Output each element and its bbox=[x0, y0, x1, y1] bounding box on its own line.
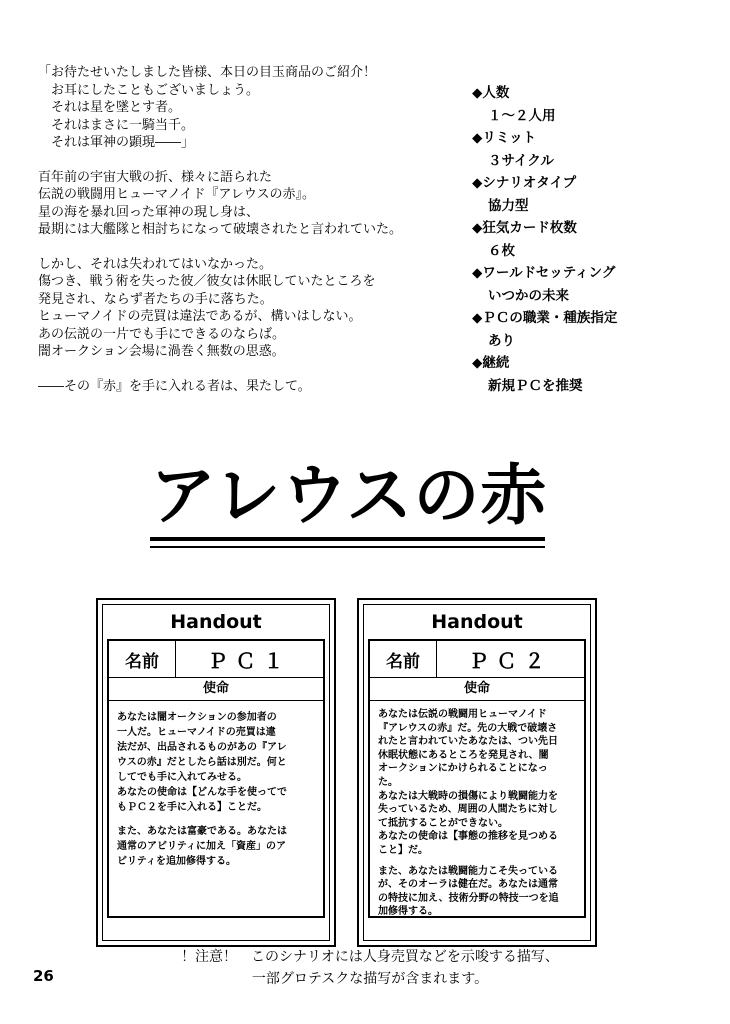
handout-line: また、あなたは富豪である。あなたは bbox=[117, 826, 287, 837]
info-value: いつかの未来 bbox=[488, 287, 569, 304]
handout-heading: Handout bbox=[431, 611, 523, 633]
intro-line: お耳にしたこともございましょう。 bbox=[38, 82, 260, 98]
handout-line: 法だが、出品されるものがあの『アレ bbox=[117, 742, 287, 753]
handout-line: あなたは闇オークションの参加者の bbox=[117, 712, 277, 723]
content-warning bbox=[140, 946, 600, 990]
intro-line: 伝説の戦闘用ヒューマノイド『アレウスの赤』。 bbox=[38, 187, 316, 202]
handout-name-row bbox=[109, 641, 323, 678]
intro-line: 星の海を暴れ回った軍神の現し身は、 bbox=[38, 204, 260, 220]
handout-line: れたと言われていたあなたは、つい先日 bbox=[378, 736, 558, 748]
intro-line: それはまさに一騎当千。 bbox=[38, 117, 195, 133]
intro-block-legend bbox=[38, 169, 438, 239]
name-label: 名前 bbox=[370, 641, 437, 677]
info-value: １～２人用 bbox=[488, 107, 556, 124]
handout-line: ウスの赤』だとしたら話は別だ。何と bbox=[117, 757, 287, 768]
intro-line: 発見され、ならず者たちの手に落ちた。 bbox=[38, 291, 273, 307]
handout-line: て抵抗することができない。 bbox=[378, 817, 508, 829]
handout-line: 休眠状態にあるところを発見され、闇 bbox=[378, 749, 549, 761]
scenario-title: アレウスの赤 bbox=[150, 456, 548, 534]
handout-line: こと】だ。 bbox=[378, 844, 428, 856]
handout-card-pc2 bbox=[357, 598, 597, 947]
handout-line: 一人だ。ヒューマノイドの売買は違 bbox=[117, 727, 276, 738]
info-label: ◆ワールドセッティング bbox=[472, 265, 616, 281]
handout-line: が、そのオーラは健在だ。あなたは通常 bbox=[378, 879, 558, 891]
intro-text bbox=[38, 64, 438, 395]
handout-line: 通常のアビリティに加え「資産」のア bbox=[117, 841, 286, 852]
intro-line: 「お待たせいたしました皆様、本日の目玉商品のご紹介！ bbox=[38, 65, 377, 80]
handout-line: また、あなたは戦闘能力こそ失っている bbox=[378, 865, 558, 877]
handout-line: 『アレウスの赤』だ。先の大戦で破壊さ bbox=[378, 722, 558, 734]
handout-line: オークションにかけられることになっ bbox=[378, 763, 548, 775]
info-value: ３サイクル bbox=[488, 152, 554, 169]
title-block bbox=[150, 455, 548, 535]
intro-line: しかし、それは失われてはいなかった。 bbox=[38, 256, 273, 272]
handout-line: 失っているため、周囲の人間たちに対し bbox=[378, 804, 558, 816]
info-label: ◆ＰＣの職業・種族指定 bbox=[472, 310, 618, 326]
handout-name-row bbox=[370, 641, 584, 678]
scenario-info bbox=[472, 82, 722, 397]
info-label: ◆継続 bbox=[472, 355, 510, 371]
handout-line: あなたは伝説の戦闘用ヒューマノイド bbox=[378, 709, 547, 720]
intro-line: 最期には大艦隊と相討ちになって破壊されたと言われていた。 bbox=[38, 222, 403, 237]
handout-line: あなたは大戦時の損傷により戦闘能力を bbox=[378, 790, 558, 802]
intro-line: それは星を墜とす者。 bbox=[38, 100, 182, 115]
page-number: 26 bbox=[33, 967, 54, 985]
mission-label: 使命 bbox=[109, 678, 323, 701]
handout-body bbox=[370, 701, 584, 916]
handout-line: 加修得する。 bbox=[378, 906, 438, 918]
name-label: 名前 bbox=[109, 641, 176, 677]
info-value: ６枚 bbox=[488, 242, 515, 259]
handout-line: た。 bbox=[378, 776, 398, 788]
handout-card-pc1 bbox=[96, 598, 336, 947]
handout-inner-frame bbox=[363, 604, 591, 941]
handout-line: あなたの使命は【事態の推移を見つめる bbox=[378, 831, 558, 843]
info-label: ◆リミット bbox=[472, 130, 537, 146]
intro-closing: ――その『赤』を手に入れる者は、果たして。 bbox=[38, 378, 311, 394]
intro-line: ヒューマノイドの売買は違法であるが、構いはしない。 bbox=[38, 309, 362, 324]
intro-line: 闇オークション会場に渦巻く無数の思惑。 bbox=[38, 344, 285, 359]
handout-body bbox=[109, 701, 323, 916]
handout-line: してでも手に入れてみせる。 bbox=[117, 772, 247, 783]
pc-name: ＰＣ２ bbox=[468, 648, 553, 673]
intro-line: あの伝説の一片でも手にできるのならば。 bbox=[38, 326, 286, 342]
info-label: ◆シナリオタイプ bbox=[472, 175, 577, 191]
info-value: 協力型 bbox=[488, 197, 529, 214]
handout-line: ビリティを追加修得する。 bbox=[117, 856, 236, 867]
intro-block-announcement bbox=[38, 64, 438, 152]
info-value: 新規ＰＣを推奨 bbox=[488, 377, 583, 394]
title-underline-thick bbox=[150, 537, 545, 541]
intro-line: 傷つき、戦う術を失った彼／彼女は休眠していたところを bbox=[38, 274, 376, 289]
intro-line: 百年前の宇宙大戦の折、様々に語られた bbox=[38, 169, 273, 185]
handout-heading: Handout bbox=[170, 611, 262, 633]
info-label: ◆狂気カード枚数 bbox=[472, 220, 577, 236]
intro-block-discovery bbox=[38, 256, 438, 361]
info-value: あり bbox=[488, 332, 515, 349]
intro-line: それは軍神の顕現――」 bbox=[38, 135, 195, 150]
handout-line: あなたの使命は【どんな手を使ってで bbox=[117, 787, 287, 798]
info-label: ◆人数 bbox=[472, 85, 510, 101]
handout-line: もＰＣ２を手に入れる】ことだ。 bbox=[117, 802, 267, 813]
pc-name: ＰＣ１ bbox=[207, 648, 292, 673]
handout-inner-frame bbox=[102, 604, 330, 941]
title-underline-thin bbox=[150, 546, 545, 548]
warning-line: 一部グロテスクな描写が含まれます。 bbox=[251, 971, 489, 987]
handout-line: の特技に加え、技術分野の特技一つを追 bbox=[378, 892, 559, 904]
handout-table bbox=[107, 639, 325, 918]
warning-line: ！注意！ このシナリオには人身売買などを示唆する描写、 bbox=[181, 949, 559, 965]
mission-label: 使命 bbox=[370, 678, 584, 701]
handout-table bbox=[368, 639, 586, 918]
